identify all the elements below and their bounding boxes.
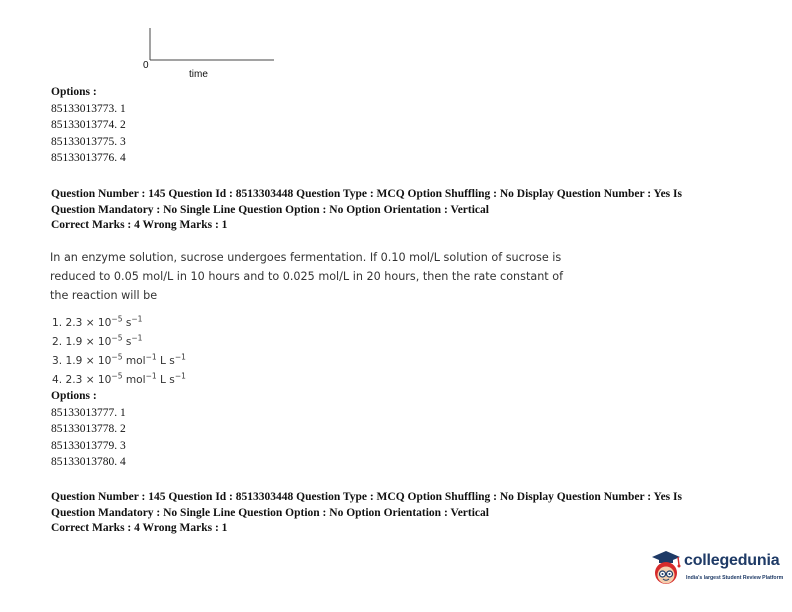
answer-choice: 3. $1.9 \times 10^{-5}$ mol$^{-1}$ L $s^{-1}$ [52, 352, 186, 367]
collegedunia-logo [648, 548, 788, 592]
answer-choice: 2. $1.9 \times 10^{-5}$ $s^{-1}$ [52, 333, 143, 348]
option-id-item: 85133013774. 2 [51, 119, 126, 131]
option-id-item: 85133013775. 3 [51, 135, 126, 148]
question-header-line: Question Mandatory : No Single Line Question Option : No Option Orientation : Vertical [51, 506, 489, 519]
graph-fragment [140, 28, 280, 88]
question-text-line: reduced to 0.05 mol/L in 10 hours and to 0.025 mol/L in 20 hours, then the rate constant of [50, 270, 564, 283]
question-header-line: Correct Marks : 4 Wrong Marks : 1 [51, 219, 228, 231]
options-block-1 [51, 84, 126, 167]
question-text-line: In an enzyme solution, sucrose undergoes fermentation. If 0.10 mol/L solution of sucrose is [50, 251, 562, 264]
question-header [51, 187, 751, 234]
option-id-item: 85133013779. 3 [51, 439, 126, 452]
answer-choice: 4. $2.3 \times 10^{-5}$ mol$^{-1}$ L $s^{-1}$ [52, 371, 186, 386]
graduate-mascot-icon [648, 548, 684, 588]
option-id-item: 85133013776. 4 [51, 152, 126, 164]
option-id-item: 85133013780. 4 [51, 456, 126, 468]
question-text-line: the reaction will be [50, 289, 158, 302]
question-header-line: Question Number : 145 Question Id : 8513303448 Question Type : MCQ Option Shuffling : No Display Question Number : Yes Is [51, 188, 682, 200]
options-block-2 [51, 388, 126, 471]
answer-choices [52, 314, 186, 390]
graph-origin-label: 0 [143, 60, 149, 71]
option-id-item: 85133013773. 1 [51, 102, 126, 115]
answer-choice: 1. $2.3 \times 10^{-5}$ $s^{-1}$ [52, 314, 143, 329]
question-text [50, 248, 570, 305]
question-header-line: Correct Marks : 4 Wrong Marks : 1 [51, 522, 228, 534]
option-id-item: 85133013778. 2 [51, 423, 126, 435]
options-heading: Options : [51, 86, 97, 98]
logo-wordmark: collegedunia [684, 552, 780, 569]
graph-axes [140, 28, 280, 88]
graph-x-label: time [189, 69, 208, 80]
next-question-header [51, 490, 751, 537]
logo-tagline: India's largest Student Review Platform [686, 575, 784, 581]
question-header-line: Question Number : 145 Question Id : 8513303448 Question Type : MCQ Option Shuffling : No Display Question Number : Yes Is [51, 491, 682, 503]
option-id-item: 85133013777. 1 [51, 406, 126, 419]
options-heading: Options : [51, 390, 97, 402]
question-header-line: Question Mandatory : No Single Line Question Option : No Option Orientation : Vertical [51, 203, 489, 216]
